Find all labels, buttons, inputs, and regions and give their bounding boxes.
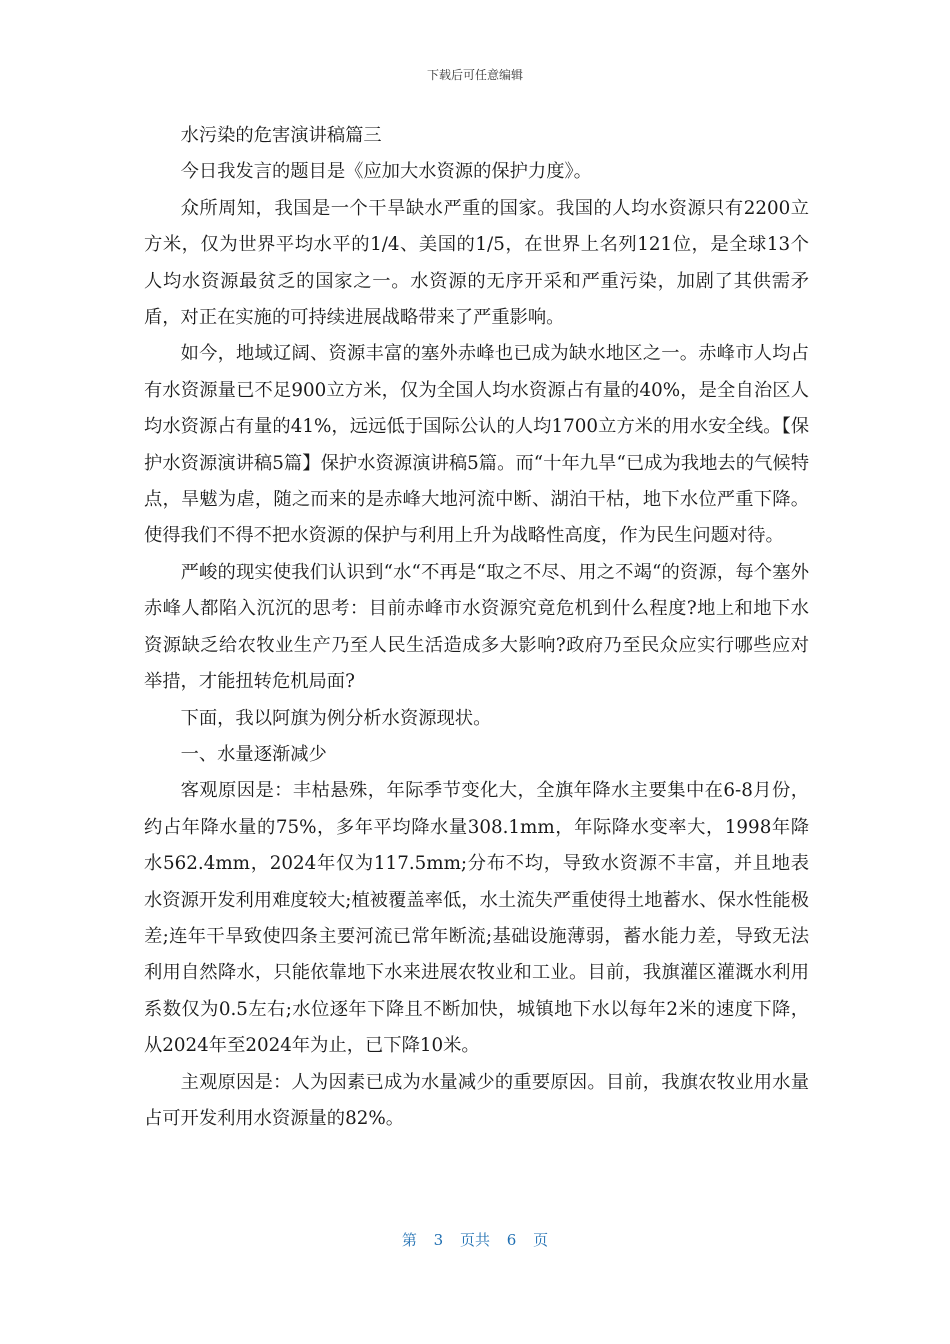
paragraph-intro: 今日我发言的题目是《应加大水资源的保护力度》。	[180, 161, 592, 183]
subheading: 一、水量逐渐减少	[180, 743, 327, 765]
paragraph: 如今，地域辽阔、资源丰富的塞外赤峰也已成为缺水地区之一。赤峰市人均占有水资源量已不足900立方米，仅为全国人均水资源占有量的40%，是全自治区人均水资源占有量的41%，远远低于国际公认的人均1700立方米的用水安全线。【保护水资源演讲稿5篇】保护水资源演讲稿5篇。而“十年九旱“已成为我地去的气候特点，旱魃为虐，随之而来的是赤峰大地河流中断、湖泊干枯，地下水位严重下降。使得我们不得不把水资源的保护与利用上升为战略性高度，作为民生问题对待。	[144, 343, 809, 547]
section-title: 水污染的危害演讲稿篇三	[180, 125, 382, 146]
paragraph: 众所周知，我国是一个干旱缺水严重的国家。我国的人均水资源只有2200立方米，仅为世界平均水平的1/4、美国的1/5，在世界上名列121位，是全球13个人均水资源最贫乏的国家之一。水资源的无序开采和严重污染，加剧了其供需矛盾，对正在实施的可持续进展战略带来了严重影响。	[144, 197, 809, 329]
document-body	[144, 118, 809, 1137]
page-header-note: 下载后可任意编辑	[426, 68, 523, 82]
page-number: 第 3 页共 6 页	[401, 1231, 549, 1249]
paragraph: 下面，我以阿旗为例分析水资源现状。	[180, 707, 492, 729]
paragraph: 严峻的现实使我们认识到“水“不再是“取之不尽、用之不竭“的资源，每个塞外赤峰人都陷入沉沉的思考：目前赤峰市水资源究竟危机到什么程度?地上和地下水资源缺乏给农牧业生产乃至人民生活造成多大影响?政府乃至民众应实行哪些应对举措，才能扭转危机局面?	[144, 561, 809, 693]
paragraph: 客观原因是：丰枯悬殊，年际季节变化大，全旗年降水主要集中在6-8月份，约占年降水量的75%，多年平均降水量308.1mm，年际降水变率大，1998年降水562.4mm，2024年仅为117.5mm;分布不均，导致水资源不丰富，并且地表水资源开发利用难度较大;植被覆盖率低，水土流失严重使得土地蓄水、保水性能极差;连年干旱致使四条主要河流已常年断流;基础设施薄弱，蓄水能力差，导致无法利用自然降水，只能依靠地下水来进展农牧业和工业。目前，我旗灌区灌溉水利用系数仅为0.5左右;水位逐年下降且不断加快，城镇地下水以每年2米的速度下降，从2024年至2024年为止，已下降10米。	[144, 780, 809, 1057]
paragraph: 主观原因是：人为因素已成为水量减少的重要原因。目前，我旗农牧业用水量占可开发利用水资源量的82%。	[144, 1071, 809, 1129]
